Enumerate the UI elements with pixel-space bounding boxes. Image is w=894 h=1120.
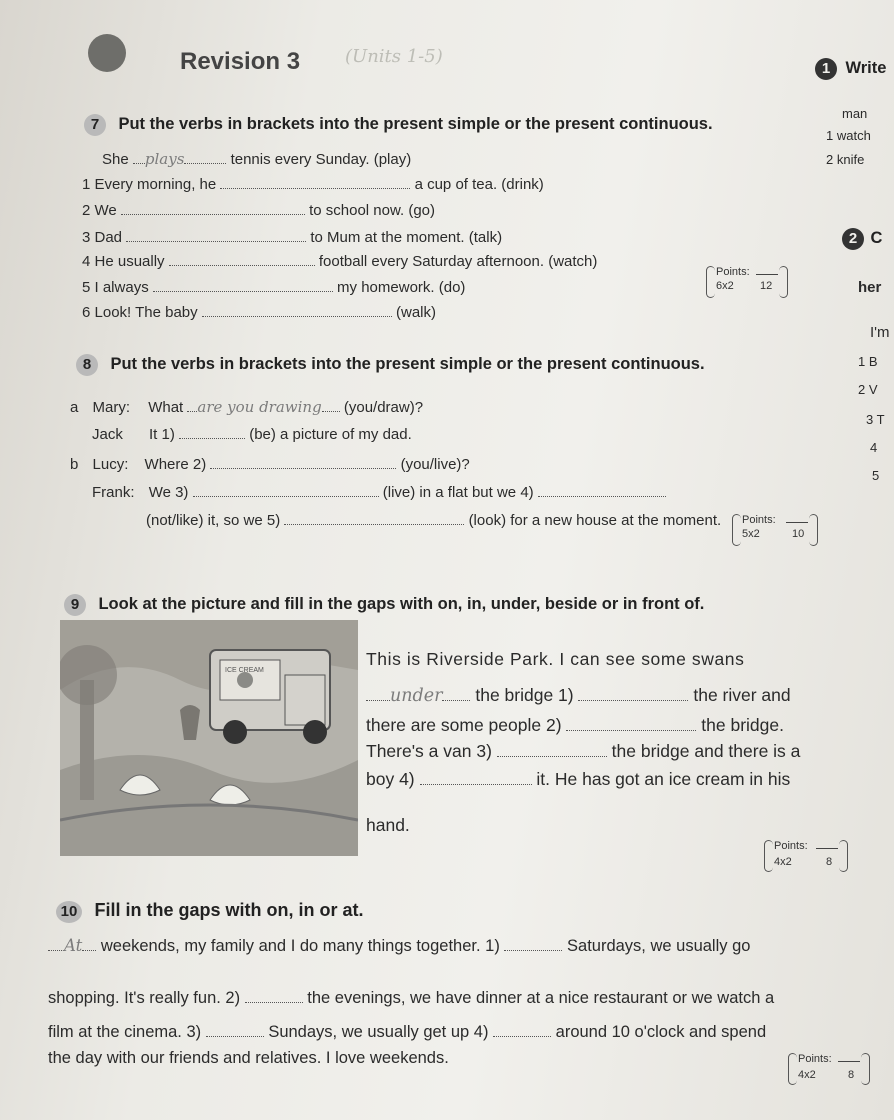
pencil-note: (Units 1-5) xyxy=(345,46,443,67)
ex9-line3 xyxy=(366,712,784,738)
ex8-line-b2 xyxy=(92,484,666,501)
points-total: 10 xyxy=(792,528,805,540)
points-calc: 6x2 xyxy=(716,280,734,292)
points-calc: 5x2 xyxy=(742,528,760,540)
line-suffix: (live) in a flat but we 4) xyxy=(382,484,534,501)
ex9-line4 xyxy=(366,738,800,764)
side-list-4: 4 xyxy=(870,440,878,455)
points-calc: 4x2 xyxy=(774,856,792,868)
ex7-item-4 xyxy=(82,253,597,270)
answer-gap[interactable] xyxy=(566,720,696,731)
side-list-3: 3 T xyxy=(866,412,885,427)
line-text: Saturdays, we usually go xyxy=(567,937,751,955)
answer-gap[interactable] xyxy=(193,486,379,497)
ex8-number: 8 xyxy=(76,354,98,376)
speaker: Lucy: xyxy=(92,456,129,473)
ex7-header xyxy=(84,114,713,136)
ex8-instruction: Put the verbs in brackets into the present simple or the present continuous. xyxy=(110,355,705,373)
ex10-number: 10 xyxy=(56,901,82,923)
ex7-points xyxy=(714,266,780,296)
item-prefix: 2 We xyxy=(82,202,117,219)
line-text: There's a van 3) xyxy=(366,741,492,761)
bracket-left xyxy=(764,840,773,872)
gap-right xyxy=(442,690,470,701)
side-her: her xyxy=(858,279,882,296)
ex8-line-a xyxy=(70,398,423,416)
ex10-header xyxy=(56,900,363,923)
item-suffix: (walk) xyxy=(396,304,436,321)
answer-gap-left xyxy=(187,401,197,412)
ex7-item-1 xyxy=(82,176,544,193)
answer-gap[interactable] xyxy=(126,231,306,242)
side-item-1: 1 watch xyxy=(826,128,871,143)
ex7-example-answer: plays xyxy=(144,150,185,168)
line-text: What xyxy=(148,399,184,416)
ex10-line2 xyxy=(48,985,774,1011)
ex10-line3 xyxy=(48,1019,766,1045)
speaker: Mary: xyxy=(92,399,131,416)
answer-gap[interactable] xyxy=(153,281,333,292)
points-score-line[interactable] xyxy=(786,522,808,523)
points-score-line[interactable] xyxy=(838,1061,860,1062)
answer-gap[interactable] xyxy=(121,204,305,215)
ex9-example-answer: under xyxy=(390,686,443,706)
speaker: Frank: xyxy=(92,484,135,501)
bracket-right xyxy=(839,840,848,872)
line-suffix: (you/draw)? xyxy=(343,399,424,416)
bracket-right xyxy=(861,1053,870,1085)
line-text: Where 2) xyxy=(144,456,207,473)
line-suffix: (you/live)? xyxy=(400,456,470,473)
ex7-example-dots-right xyxy=(184,153,226,164)
points-label: Points: xyxy=(798,1053,832,1065)
ex9-line6: hand. xyxy=(366,815,410,835)
line-text: (not/like) it, so we 5) xyxy=(146,512,281,529)
gap-left xyxy=(366,690,390,701)
answer-gap[interactable] xyxy=(497,746,607,757)
points-label: Points: xyxy=(774,840,808,852)
ex8-points xyxy=(740,514,810,544)
line-text: the bridge 1) xyxy=(475,685,574,705)
line-text: the bridge. xyxy=(701,715,784,735)
side-section-1 xyxy=(815,58,886,80)
bracket-left xyxy=(732,514,741,546)
points-total: 8 xyxy=(848,1069,855,1081)
line-text: the bridge and there is a xyxy=(611,741,801,761)
answer-gap[interactable] xyxy=(284,514,464,525)
gap-left xyxy=(48,940,64,951)
points-label: Points: xyxy=(742,514,776,526)
points-total: 12 xyxy=(760,280,773,292)
van-sign: ICE CREAM xyxy=(225,667,264,674)
line-text: the evenings, we have dinner at a nice restaurant or we watch a xyxy=(307,989,775,1007)
answer-gap-right xyxy=(322,401,340,412)
line-text: the river and xyxy=(693,685,791,705)
side-number-1: 1 xyxy=(815,58,837,80)
points-total: 8 xyxy=(826,856,833,868)
ex8-header xyxy=(76,354,705,376)
points-score-line[interactable] xyxy=(756,274,778,275)
item-suffix: football every Saturday afternoon. (watch) xyxy=(318,253,598,270)
ex9-line2 xyxy=(366,682,791,709)
dialogue-label: a xyxy=(70,399,79,416)
answer-gap[interactable] xyxy=(210,458,396,469)
ex9-line5 xyxy=(366,766,790,792)
bracket-right xyxy=(809,514,818,546)
side-list-5: 5 xyxy=(872,468,880,483)
side-list-2: 2 V xyxy=(858,382,878,397)
ex10-example-answer: At xyxy=(64,936,83,955)
line-text: it. He has got an ice cream in his xyxy=(536,769,791,789)
side-man: man xyxy=(842,106,868,121)
answer-gap[interactable] xyxy=(179,428,245,439)
bracket-right xyxy=(779,266,788,298)
points-label: Points: xyxy=(716,266,750,278)
side-list-1: 1 B xyxy=(858,354,878,369)
side-number-2: 2 xyxy=(842,228,864,250)
ex9-points xyxy=(772,840,840,870)
ex7-instruction: Put the verbs in brackets into the present simple or the present continuous. xyxy=(118,115,713,133)
item-prefix: 4 He usually xyxy=(82,253,165,270)
side-section-2 xyxy=(842,228,882,250)
line-text: around 10 o'clock and spend xyxy=(555,1023,767,1041)
item-suffix: to Mum at the moment. (talk) xyxy=(310,229,503,246)
answer-gap[interactable] xyxy=(202,306,392,317)
line-text: boy 4) xyxy=(366,769,415,789)
points-score-line[interactable] xyxy=(816,848,838,849)
ex7-example-suffix: tennis every Sunday. (play) xyxy=(230,151,412,168)
answer-gap[interactable] xyxy=(220,178,410,189)
ex7-number: 7 xyxy=(84,114,106,136)
ex9-number: 9 xyxy=(64,594,86,616)
ex7-example xyxy=(102,150,411,168)
answer-gap[interactable] xyxy=(578,690,688,701)
item-prefix: 6 Look! The baby xyxy=(82,304,198,321)
line-text: We 3) xyxy=(148,484,189,501)
line-suffix: (be) a picture of my dad. xyxy=(249,426,412,443)
answer-gap[interactable] xyxy=(504,940,562,951)
answer-gap[interactable] xyxy=(493,1026,551,1037)
binder-hole xyxy=(88,34,126,72)
points-calc: 4x2 xyxy=(798,1069,816,1081)
side-title-1: Write xyxy=(845,59,887,77)
ex10-instruction: Fill in the gaps with on, in or at. xyxy=(94,900,364,920)
side-letter-2: C xyxy=(870,229,883,247)
gap-right xyxy=(82,940,96,951)
ex7-example-dots-left xyxy=(133,153,145,164)
bracket-left xyxy=(706,266,715,298)
park-scene-svg xyxy=(60,620,358,856)
ex7-example-prefix: She xyxy=(102,151,129,168)
dialogue-label: b xyxy=(70,456,79,473)
ex9-instruction: Look at the picture and fill in the gaps with on, in, under, beside or in front of. xyxy=(98,595,705,613)
line-text: Sundays, we usually get up 4) xyxy=(268,1023,489,1041)
line-text: weekends, my family and I do many things together. 1) xyxy=(100,937,500,955)
ex8-line-a2 xyxy=(92,426,412,443)
ex7-item-5 xyxy=(82,279,465,296)
answer-gap[interactable] xyxy=(206,1026,264,1037)
item-suffix: to school now. (go) xyxy=(309,202,435,219)
ex7-item-3 xyxy=(82,229,502,246)
item-suffix: my homework. (do) xyxy=(337,279,466,296)
line-text: there are some people 2) xyxy=(366,715,562,735)
park-illustration xyxy=(60,620,358,856)
ex7-item-2 xyxy=(82,202,435,219)
item-prefix: 5 I always xyxy=(82,279,149,296)
ex8-line-b xyxy=(70,456,470,473)
ex10-points xyxy=(796,1053,862,1083)
item-prefix: 3 Dad xyxy=(82,229,123,246)
answer-gap[interactable] xyxy=(420,774,532,785)
answer-gap[interactable] xyxy=(538,486,666,497)
page-title: Revision 3 xyxy=(180,48,301,75)
bracket-left xyxy=(788,1053,797,1085)
side-im: I'm xyxy=(870,324,890,341)
ex10-line4: the day with our friends and relatives. I love weekends. xyxy=(48,1049,449,1067)
answer-gap[interactable] xyxy=(169,255,315,266)
item-prefix: 1 Every morning, he xyxy=(82,176,217,193)
ex9-header xyxy=(64,594,704,616)
ex7-item-6 xyxy=(82,304,436,321)
item-suffix: a cup of tea. (drink) xyxy=(414,176,544,193)
line-text: shopping. It's really fun. 2) xyxy=(48,989,241,1007)
side-item-2: 2 knife xyxy=(826,152,865,167)
line-suffix: (look) for a new house at the moment. xyxy=(468,512,722,529)
line-text: It 1) xyxy=(149,426,175,443)
line-text: film at the cinema. 3) xyxy=(48,1023,202,1041)
ex8-line-b3 xyxy=(146,512,721,529)
ex9-line1: This is Riverside Park. I can see some swans xyxy=(366,649,745,669)
answer-gap[interactable] xyxy=(245,992,303,1003)
speaker: Jack xyxy=(92,426,123,443)
ex10-line1 xyxy=(48,933,750,959)
ex8-example-answer: are you drawing xyxy=(197,398,322,416)
